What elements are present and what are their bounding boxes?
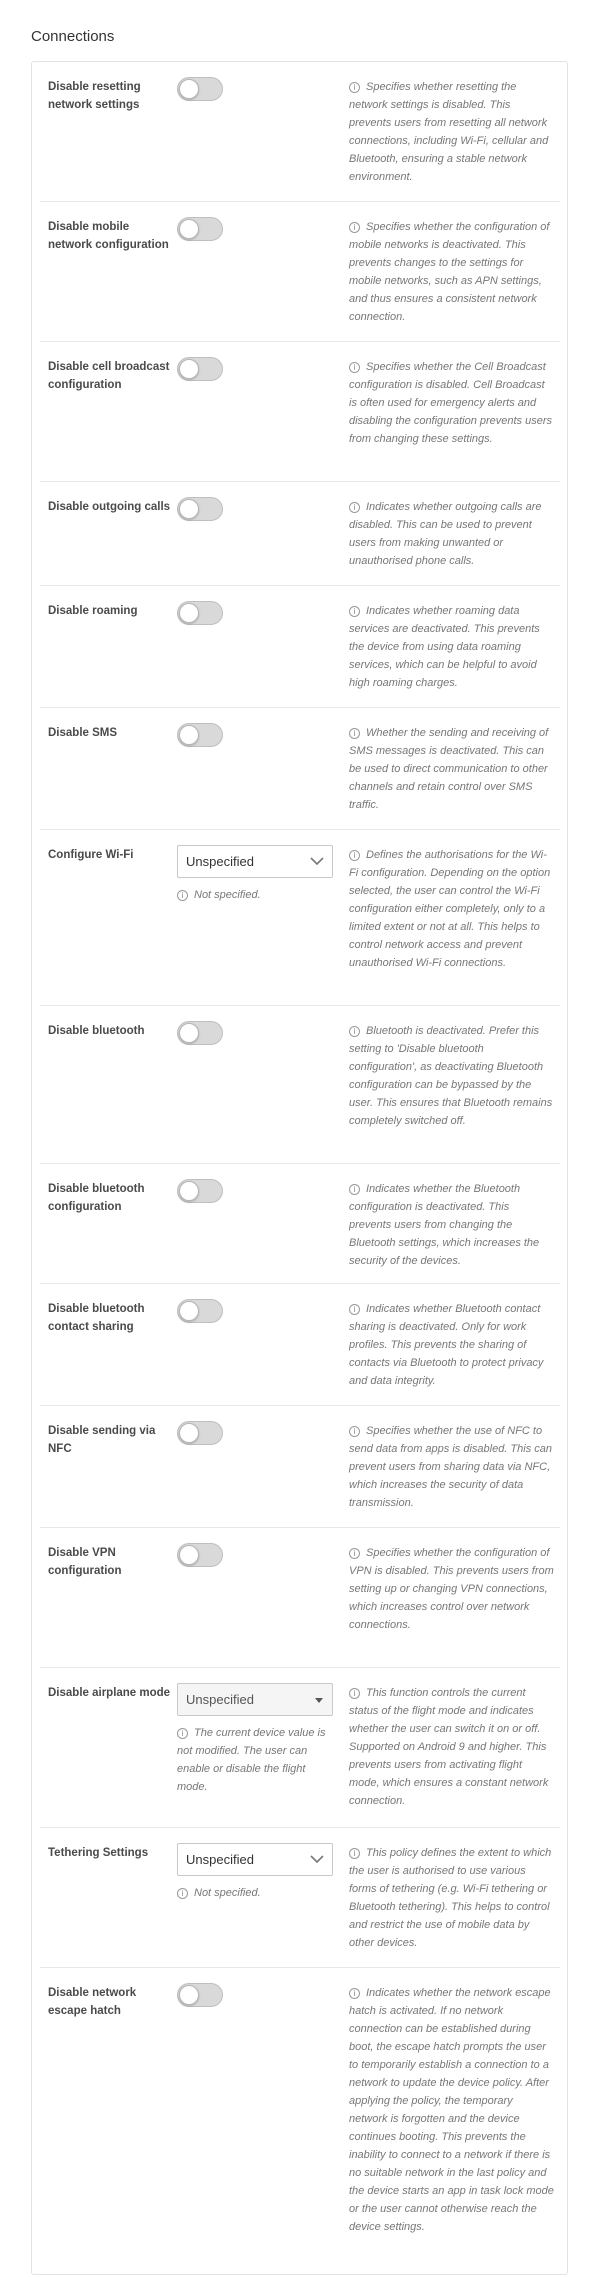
toggle-knob xyxy=(179,359,199,379)
toggle-knob xyxy=(179,499,199,519)
setting-row-configure-wifi xyxy=(40,830,560,1006)
select-note: i The current device value is not modified. The user can enable or disable the flight mode. xyxy=(177,1727,326,1793)
info-icon: i xyxy=(349,222,360,233)
select-value: Unspecified xyxy=(186,1692,254,1707)
info-icon: i xyxy=(349,502,360,513)
select-note: i Not specified. xyxy=(177,1884,337,1902)
setting-description: i Specifies whether the configuration of VPN is disabled. This prevents users from setting up or changing VPN connections, which increases control over network connections. xyxy=(349,1547,554,1631)
setting-row-disable-bluetooth-configuration xyxy=(40,1164,560,1284)
info-icon: i xyxy=(349,1548,360,1559)
setting-label: Disable cell broadcast configuration xyxy=(48,361,170,391)
setting-row-disable-outgoing-calls xyxy=(40,482,560,586)
setting-label: Disable airplane mode xyxy=(48,1687,171,1699)
setting-label: Disable VPN configuration xyxy=(48,1547,122,1577)
info-icon: i xyxy=(177,1888,188,1899)
setting-label: Disable sending via NFC xyxy=(48,1425,156,1455)
section-title: Connections xyxy=(31,28,115,45)
setting-row-disable-cell-broadcast-configuration xyxy=(40,342,560,482)
setting-label: Disable resetting network settings xyxy=(48,81,141,111)
setting-label: Configure Wi-Fi xyxy=(48,849,134,861)
toggle-knob xyxy=(179,1423,199,1443)
info-icon: i xyxy=(349,1026,360,1037)
toggle-switch[interactable] xyxy=(177,723,223,747)
setting-label: Disable bluetooth contact sharing xyxy=(48,1303,145,1333)
setting-description: i Specifies whether the use of NFC to send data from apps is disabled. This can prevent users from sharing data via NFC, which increases the security of data transmission. xyxy=(349,1425,553,1509)
toggle-switch[interactable] xyxy=(177,357,223,381)
setting-description: i Bluetooth is deactivated. Prefer this setting to 'Disable bluetooth configuration', as deactivating Bluetooth configuration can be bypassed by the user. This ensures that Bluetooth remains completely switched off. xyxy=(349,1025,553,1127)
setting-description: i Indicates whether the Bluetooth configuration is deactivated. This prevents users from changing the Bluetooth settings, which increases the security of the devices. xyxy=(349,1183,540,1267)
info-icon: i xyxy=(349,606,360,617)
setting-row-disable-roaming xyxy=(40,586,560,708)
toggle-switch[interactable] xyxy=(177,217,223,241)
setting-label: Disable SMS xyxy=(48,727,118,739)
info-icon: i xyxy=(349,362,360,373)
setting-label: Tethering Settings xyxy=(48,1847,149,1859)
airplane-mode-select[interactable] xyxy=(177,1683,333,1716)
toggle-switch[interactable] xyxy=(177,1021,223,1045)
info-icon: i xyxy=(349,728,360,739)
setting-description: i Indicates whether the network escape hatch is activated. If no network connection can be established during boot, the escape hatch prompts the user to temporarily establish a connection to a network to update the device policy. After applying the policy, the temporary network is forgotten and the device continues booting. This prevents the inability to connect to a network if there is no suitable network in the last policy and the device starts an app in task lock mode or the user cannot otherwise reach the device settings. xyxy=(349,1987,554,2233)
toggle-switch[interactable] xyxy=(177,601,223,625)
setting-row-disable-vpn-configuration xyxy=(40,1528,560,1668)
chevron-down-icon xyxy=(310,1854,324,1864)
setting-row-disable-bluetooth-contact-sharing xyxy=(40,1284,560,1406)
setting-row-disable-network-escape-hatch xyxy=(40,1968,560,2268)
setting-row-disable-bluetooth xyxy=(40,1006,560,1164)
toggle-knob xyxy=(179,1985,199,2005)
setting-label: Disable mobile network configuration xyxy=(48,221,169,251)
setting-description: i Indicates whether roaming data services are deactivated. This prevents the device from using data roaming services, which can be helpful to avoid high roaming charges. xyxy=(349,605,540,689)
toggle-knob xyxy=(179,79,199,99)
setting-description: i This policy defines the extent to which the user is authorised to use various forms of tethering (e.g. Wi-Fi tethering or Bluetooth tethering). This helps to control and restrict the use of mobile data by other devices. xyxy=(349,1847,552,1949)
info-icon: i xyxy=(349,1184,360,1195)
setting-description: i Indicates whether Bluetooth contact sharing is deactivated. Only for work profiles. This prevents the sharing of contacts via Bluetooth to protect privacy and data integrity. xyxy=(349,1303,544,1387)
info-icon: i xyxy=(177,1728,188,1739)
setting-label: Disable network escape hatch xyxy=(48,1987,137,2017)
toggle-knob xyxy=(179,725,199,745)
toggle-knob xyxy=(179,1301,199,1321)
select-note: i Not specified. xyxy=(177,886,337,904)
toggle-switch[interactable] xyxy=(177,77,223,101)
setting-label: Disable roaming xyxy=(48,605,138,617)
wifi-config-select[interactable] xyxy=(177,845,333,878)
setting-description: i Specifies whether resetting the network settings is disabled. This prevents users from resetting all network connections, including Wi-Fi, cellular and Bluetooth, ensuring a stable network environment. xyxy=(349,81,549,183)
info-icon: i xyxy=(349,1426,360,1437)
setting-row-disable-mobile-network-configuration xyxy=(40,202,560,342)
setting-row-disable-airplane-mode xyxy=(40,1668,560,1828)
chevron-down-icon xyxy=(310,856,324,866)
setting-label: Disable outgoing calls xyxy=(48,501,171,513)
setting-description: i Specifies whether the configuration of mobile networks is deactivated. This prevents changes to the settings for mobile networks, such as APN settings, and thus ensures a consistent network connection. xyxy=(349,221,550,323)
info-icon: i xyxy=(349,1304,360,1315)
setting-description: i Defines the authorisations for the Wi-Fi configuration. Depending on the option selected, the user can control the Wi-Fi configuration either completely, only to a limited extent or not at all. This helps to control network access and prevent unauthorised Wi-Fi connections. xyxy=(349,849,551,969)
toggle-knob xyxy=(179,1545,199,1565)
toggle-switch[interactable] xyxy=(177,1421,223,1445)
info-icon: i xyxy=(349,850,360,861)
setting-row-tethering-settings xyxy=(40,1828,560,1968)
info-icon: i xyxy=(177,890,188,901)
toggle-switch[interactable] xyxy=(177,1983,223,2007)
connections-panel xyxy=(31,61,568,2275)
toggle-switch[interactable] xyxy=(177,1179,223,1203)
setting-label: Disable bluetooth configuration xyxy=(48,1183,145,1213)
toggle-knob xyxy=(179,1181,199,1201)
info-icon: i xyxy=(349,1848,360,1859)
toggle-switch[interactable] xyxy=(177,1299,223,1323)
toggle-knob xyxy=(179,219,199,239)
caret-down-icon xyxy=(315,1698,323,1703)
info-icon: i xyxy=(349,82,360,93)
info-icon: i xyxy=(349,1688,360,1699)
setting-description: i Whether the sending and receiving of SMS messages is deactivated. This can be used to direct communication to other channels and retain control over SMS traffic. xyxy=(349,727,549,811)
toggle-knob xyxy=(179,603,199,623)
setting-description: i Specifies whether the Cell Broadcast configuration is disabled. Cell Broadcast is often used for emergency alerts and disabling the configuration prevents users from changing these settings. xyxy=(349,361,553,445)
info-icon: i xyxy=(349,1988,360,1999)
setting-row-disable-sending-via-nfc xyxy=(40,1406,560,1528)
setting-row-disable-sms xyxy=(40,708,560,830)
select-value: Unspecified xyxy=(186,854,254,869)
toggle-switch[interactable] xyxy=(177,1543,223,1567)
toggle-knob xyxy=(179,1023,199,1043)
setting-description: i This function controls the current status of the flight mode and indicates whether the user can switch it on or off. Supported on Android 9 and higher. This prevents users from activating flight mode, which ensures a constant network connection. xyxy=(349,1687,549,1807)
tethering-select[interactable] xyxy=(177,1843,333,1876)
setting-description: i Indicates whether outgoing calls are disabled. This can be used to prevent users from making unwanted or unauthorised phone calls. xyxy=(349,501,542,567)
toggle-switch[interactable] xyxy=(177,497,223,521)
setting-label: Disable bluetooth xyxy=(48,1025,145,1037)
select-value: Unspecified xyxy=(186,1852,254,1867)
setting-row-disable-resetting-network-settings xyxy=(40,62,560,202)
